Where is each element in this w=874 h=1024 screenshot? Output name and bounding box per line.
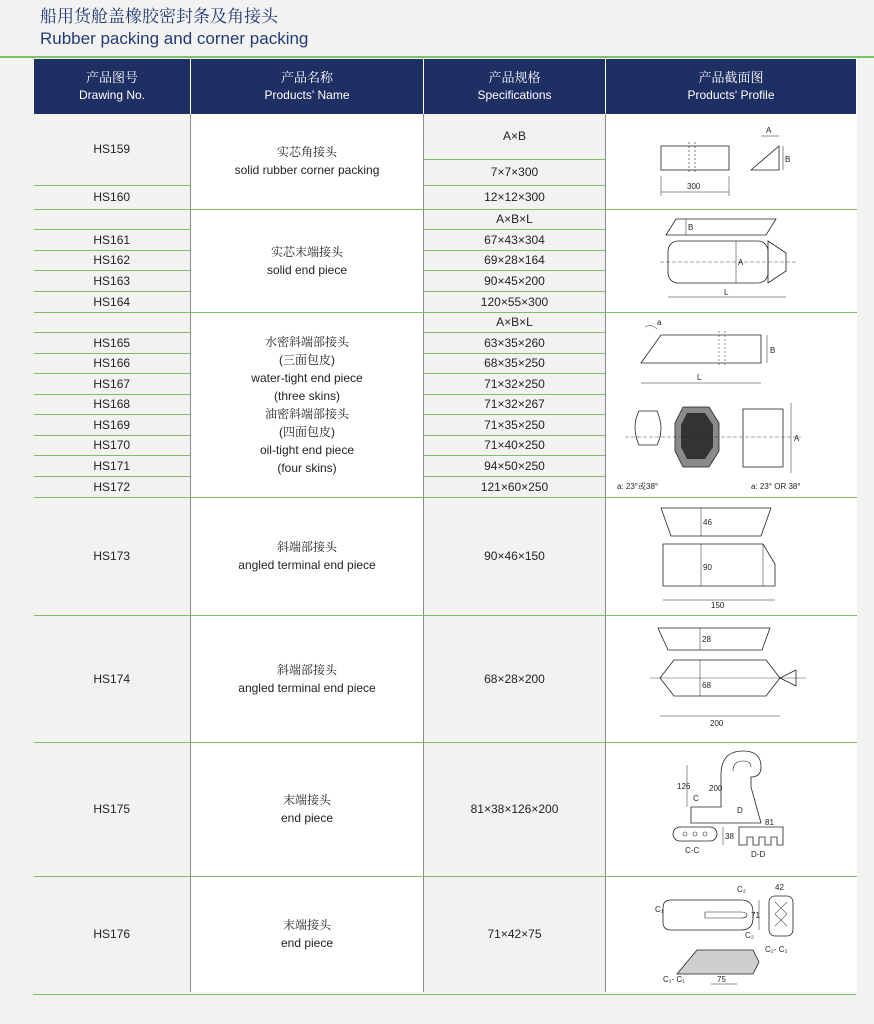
corner-packing-drawing: [651, 116, 811, 206]
spec-value: 12×12×300: [424, 185, 606, 209]
spec-header: A×B×L: [424, 209, 606, 229]
spec-value: 71×35×250: [424, 414, 606, 435]
spec-value: 67×43×304: [424, 229, 606, 250]
dim-b: B: [688, 222, 694, 232]
water-oil-tight-drawing: [611, 317, 851, 493]
spec-value: 7×7×300: [424, 159, 606, 185]
spec-value: 68×35×250: [424, 353, 606, 373]
drawing-no: HS175: [34, 742, 191, 876]
header-products-name: 产品名称 Products' Name: [191, 59, 424, 114]
label-c2c2: C₂- C₂: [765, 945, 788, 955]
drawing-no: HS171: [34, 455, 191, 476]
dim-68: 68: [702, 680, 712, 690]
table-row: [34, 114, 857, 159]
drawing-no: HS174: [34, 615, 191, 742]
drawing-no: HS165: [34, 332, 191, 353]
spec-value: 63×35×260: [424, 332, 606, 353]
product-name: 斜端部接头 angled terminal end piece: [191, 497, 424, 615]
spec-header: A×B×L: [424, 312, 606, 332]
drawing-no-blank: [34, 312, 191, 332]
table-row: [34, 742, 857, 876]
label-cc: C-C: [685, 846, 700, 855]
drawing-no: HS161: [34, 229, 191, 250]
dim-81: 81: [765, 818, 775, 827]
bottom-rule: [33, 994, 856, 995]
dim-75: 75: [717, 975, 727, 985]
table-row: [34, 497, 857, 615]
dim-38: 38: [725, 832, 735, 841]
note-en: a: 23° OR 38°: [751, 481, 801, 491]
product-name: 实芯角接头 solid rubber corner packing: [191, 114, 424, 209]
spec-value: 94×50×250: [424, 455, 606, 476]
drawing-no: HS164: [34, 291, 191, 312]
spec-value: 81×38×126×200: [424, 742, 606, 876]
dim-a: A: [738, 257, 744, 267]
drawing-no: HS176: [93, 927, 131, 942]
profile-drawing: [606, 497, 857, 615]
dim-l: L: [697, 372, 702, 382]
product-name: 斜端部接头 angled terminal end piece: [191, 615, 424, 742]
drawing-no: HS162: [34, 250, 191, 270]
dim-l: L: [724, 287, 729, 297]
page-title-en: Rubber packing and corner packing: [40, 29, 309, 48]
spec-value: 90×45×200: [424, 270, 606, 291]
product-name: 末端接头 end piece: [191, 742, 424, 876]
dim-b: B: [785, 155, 791, 165]
drawing-no: HS170: [34, 435, 191, 455]
drawing-no: HS168: [34, 394, 191, 414]
label-dd: D-D: [751, 850, 766, 859]
solid-end-piece-drawing: [646, 213, 816, 309]
drawing-no: HS166: [34, 353, 191, 373]
product-name: 实芯末端接头 solid end piece: [191, 209, 424, 312]
profile-drawing: [606, 742, 857, 876]
header-products-profile: 产品截面图 Products' Profile: [606, 59, 857, 114]
dim-150: 150: [711, 601, 725, 610]
product-table: [33, 59, 857, 992]
dim-90: 90: [703, 563, 713, 572]
dim-a: A: [794, 433, 800, 443]
dim-42: 42: [775, 883, 785, 893]
spec-value: 121×60×250: [424, 476, 606, 497]
spec-value: 120×55×300: [424, 291, 606, 312]
dim-126: 126: [677, 782, 691, 791]
drawing-no: HS163: [34, 270, 191, 291]
title-rule: [0, 56, 874, 58]
hs173-drawing: [651, 500, 811, 612]
dim-46: 46: [703, 518, 713, 527]
dim-b: B: [770, 345, 776, 355]
dim-200: 200: [710, 718, 724, 728]
page-title-zh: 船用货舱盖橡胶密封条及角接头: [40, 7, 278, 27]
label-c1: C₁: [655, 905, 664, 915]
header-specifications: 产品规格 Specifications: [424, 59, 606, 114]
hs176-drawing: [641, 878, 821, 990]
spec-value: 68×28×200: [424, 615, 606, 742]
profile-drawing: [606, 209, 857, 312]
dim-alpha: a: [657, 317, 662, 327]
dim-28: 28: [702, 634, 712, 644]
label-c: C: [693, 794, 700, 803]
spec-value: 71×32×250: [424, 373, 606, 394]
dim-300: 300: [687, 182, 701, 192]
spec-value: 71×32×267: [424, 394, 606, 414]
spec-value: 71×42×75: [487, 927, 542, 942]
spec-value: 90×46×150: [424, 497, 606, 615]
table-row: [34, 876, 857, 992]
drawing-no: HS172: [34, 476, 191, 497]
profile-drawing: [606, 312, 857, 497]
table-header-row: [34, 59, 857, 114]
dim-71: 71: [751, 911, 761, 921]
spec-value: 69×28×164: [424, 250, 606, 270]
header-drawing-no: 产品图号 Drawing No.: [34, 59, 191, 114]
hs174-drawing: [646, 620, 816, 738]
spec-header: A×B: [424, 114, 606, 159]
profile-drawing: [606, 876, 857, 992]
label-c2: C₂: [737, 885, 747, 895]
label-d: D: [737, 806, 744, 815]
label-c2-low: C₂: [745, 931, 755, 941]
drawing-no: HS167: [34, 373, 191, 394]
drawing-no: HS159: [34, 114, 191, 185]
note-zh: a: 23°或38°: [617, 481, 659, 491]
product-name: 末端接头 end piece: [191, 876, 424, 992]
profile-drawing: [606, 615, 857, 742]
table-row: [34, 312, 857, 332]
spec-value: 71×40×250: [424, 435, 606, 455]
drawing-no-blank: [34, 209, 191, 229]
profile-drawing: [606, 114, 857, 209]
dim-200: 200: [709, 784, 723, 793]
drawing-no: HS169: [34, 414, 191, 435]
drawing-no: HS173: [34, 497, 191, 615]
table-row: [34, 209, 857, 229]
table-row: [34, 615, 857, 742]
dim-a: A: [766, 126, 772, 136]
product-name: 水密斜端部接头 (三面包皮) water-tight end piece (three skins) 油密斜端部接头 (四面包皮) oil-tight end piece (four skins): [191, 312, 424, 497]
hs175-drawing: [651, 745, 811, 873]
label-c1c1: C₁- C₁: [663, 975, 686, 985]
page-title: [40, 6, 308, 50]
drawing-no: HS160: [34, 185, 191, 209]
